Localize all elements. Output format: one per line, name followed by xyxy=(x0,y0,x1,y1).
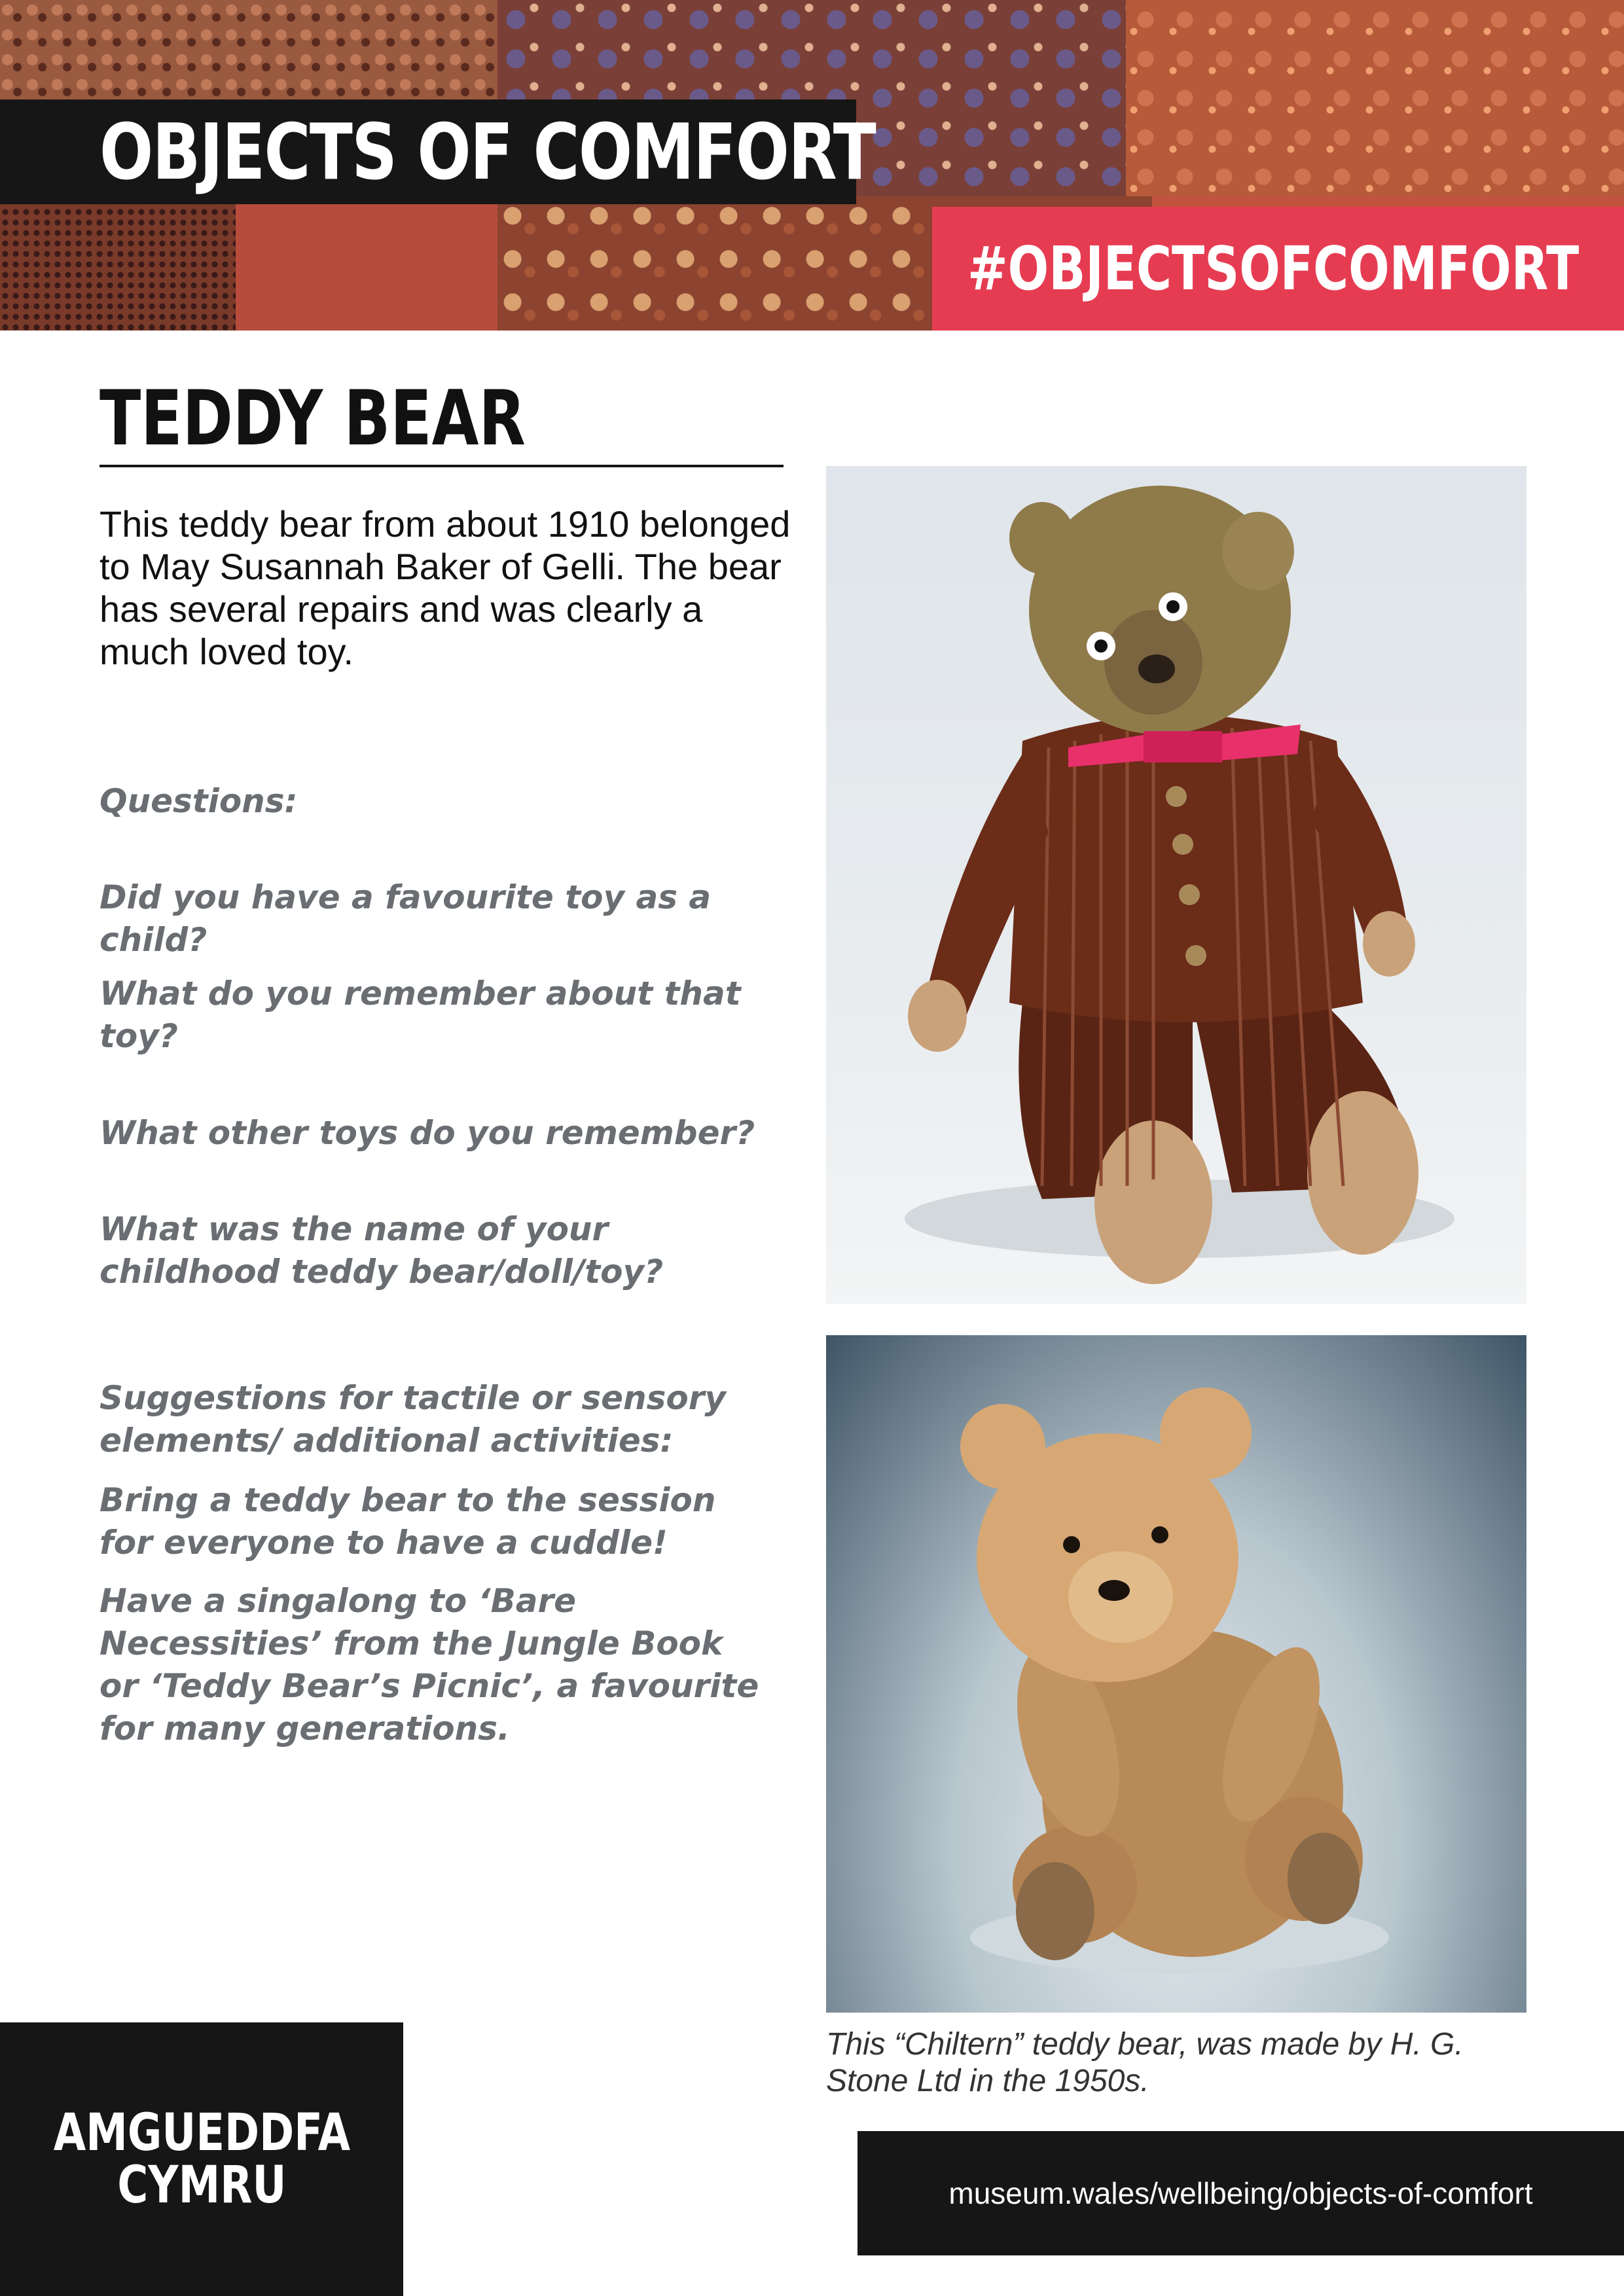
questions-heading: Questions: xyxy=(99,782,298,820)
fabric-patch xyxy=(0,0,497,101)
amgueddfa-cymru-logo xyxy=(0,2022,403,2296)
fabric-patch xyxy=(0,196,236,331)
fabric-patch xyxy=(1126,0,1624,196)
suggestions-heading: Suggestions for tactile or sensory elements/ additional activities: xyxy=(99,1379,727,1460)
series-title-box xyxy=(0,99,876,204)
teddy-bear-1910-photo xyxy=(826,466,1526,1304)
fabric-patch xyxy=(236,196,497,331)
url-box xyxy=(857,2131,1624,2255)
suggestion-item: Bring a teddy bear to the session for everyone to have a cuddle! xyxy=(99,1481,716,1562)
object-description: This teddy bear from about 1910 belonged to May Susannah Baker of Gelli. The bear has several repairs and was clearly a much loved toy. xyxy=(99,503,791,672)
question-item: Did you have a favourite toy as a child? xyxy=(99,878,712,959)
hashtag-box xyxy=(932,207,1624,331)
website-url[interactable]: museum.wales/wellbeing/objects-of-comfort xyxy=(948,2176,1533,2210)
question-item: What was the name of your childhood teddy bear/doll/toy? xyxy=(99,1210,664,1291)
question-item: What do you remember about that toy? xyxy=(99,975,741,1055)
chiltern-teddy-bear-illustration xyxy=(826,1335,1526,2013)
object-title xyxy=(99,373,784,467)
chiltern-teddy-bear-photo xyxy=(826,1335,1526,2013)
hashtag: #OBJECTSOFCOMFORT xyxy=(967,234,1579,304)
question-item: What other toys do you remember? xyxy=(99,1114,755,1152)
teddy-bear-1910-illustration xyxy=(826,466,1526,1304)
logo-line-2: CYMRU xyxy=(117,2156,287,2215)
suggestion-item: Have a singalong to ‘Bare Necessities’ from the Jungle Book or ‘Teddy Bear’s Picnic’, a favourite for many generations. xyxy=(99,1582,759,1748)
object-title-text: TEDDY BEAR xyxy=(99,374,526,463)
photo-caption: This “Chiltern” teddy bear, was made by H. G. Stone Ltd in the 1950s. xyxy=(826,2027,1464,2098)
series-title: OBJECTS OF COMFORT xyxy=(99,107,876,197)
logo-line-1: AMGUEDDFA xyxy=(53,2104,350,2162)
